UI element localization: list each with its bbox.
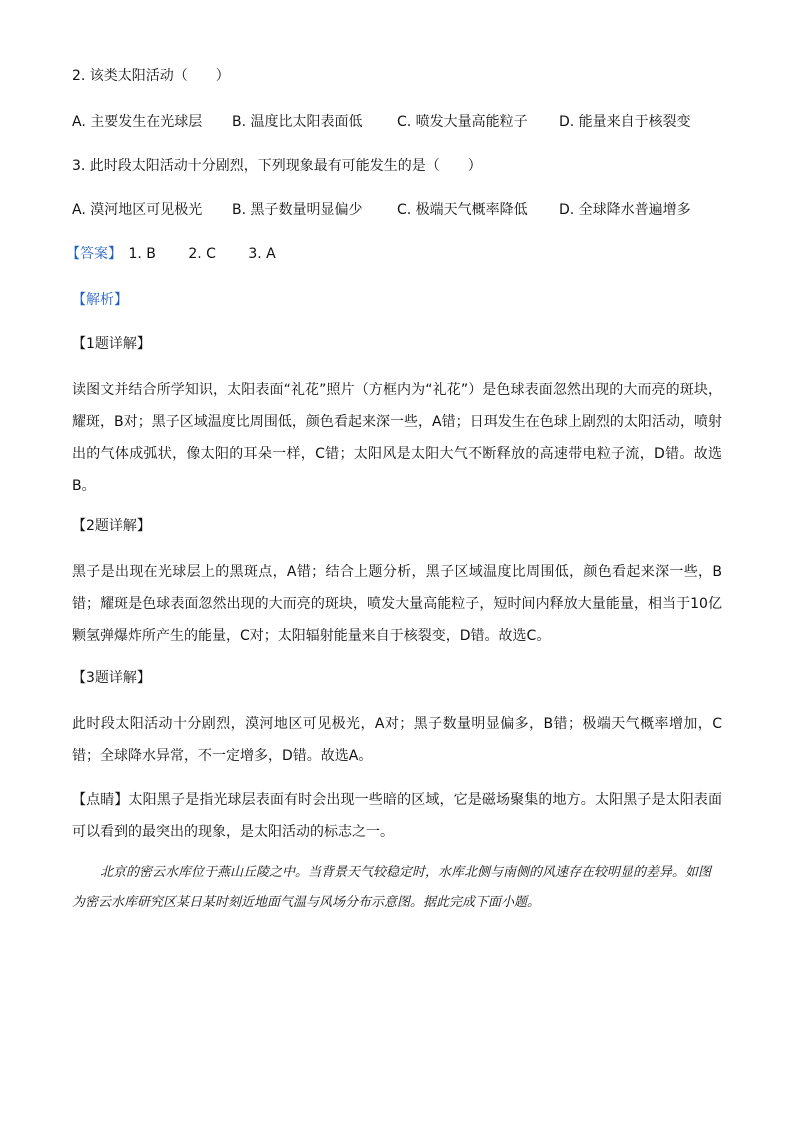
q3-option-d: D. 全球降水普遍增多 <box>559 202 691 218</box>
q3-option-a: A. 漠河地区可见极光 <box>72 202 203 218</box>
answer-1: 1. B <box>128 246 156 262</box>
question-2-title: 2. 该类太阳活动（ ） <box>72 68 230 84</box>
detail-2-label: 【2题详解】 <box>72 518 151 534</box>
q2-option-d: D. 能量来自于核裂变 <box>559 114 691 130</box>
q3-option-b: B. 黑子数量明显偏少 <box>232 202 363 218</box>
answer-2: 2. C <box>188 246 216 262</box>
detail-3-label: 【3题详解】 <box>72 670 151 686</box>
question-3-title: 3. 此时段太阳活动十分剧烈，下列现象最有可能发生的是（ ） <box>72 158 482 174</box>
detail-1-text: 读图文并结合所学知识，太阳表面“礼花”照片（方框内为“礼花”）是色球表面忽然出现的大而亮的斑块，耀斑，B对；黑子区域温度比周围低，颜色看起来深一些，A错；日珥发生在色球上剧烈的太阳活动，喷射出的气体成弧状，像太阳的耳朵一样，C错；太阳风是太阳大气不断释放的高速带电粒子流，D错。故选B。 <box>72 382 722 494</box>
detail-1-label: 【1题详解】 <box>72 336 151 352</box>
tip-paragraph <box>72 784 722 848</box>
tip-label: 【点睛】 <box>72 792 129 808</box>
answer-3: 3. A <box>248 246 276 262</box>
answer-label: 【答案】 <box>66 246 122 262</box>
detail-3-text: 此时段太阳活动十分剧烈，漠河地区可见极光，A对；黑子数量明显偏多，B错；极端天气概率增加，C错；全球降水异常，不一定增多，D错。故选A。 <box>72 716 722 764</box>
analysis-label: 【解析】 <box>72 292 128 308</box>
q2-option-c: C. 喷发大量高能粒子 <box>397 114 528 130</box>
q2-option-b: B. 温度比太阳表面低 <box>232 114 363 130</box>
next-question-stem: 北京的密云水库位于燕山丘陵之中。当背景天气较稳定时，水库北侧与南侧的风速存在较明显的差异。如图为密云水库研究区某日某时刻近地面气温与风场分布示意图。据此完成下面小题。 <box>72 865 712 910</box>
detail-2-text: 黑子是出现在光球层上的黑斑点，A错；结合上题分析，黑子区域温度比周围低，颜色看起来深一些，B错；耀斑是色球表面忽然出现的大而亮的斑块，喷发大量高能粒子，短时间内释放大量能量，相当于10亿颗氢弹爆炸所产生的能量，C对；太阳辐射能量来自于核裂变，D错。故选C。 <box>72 564 722 644</box>
q2-option-a: A. 主要发生在光球层 <box>72 114 203 130</box>
tip-text: 太阳黑子是指光球层表面有时会出现一些暗的区域，它是磁场聚集的地方。太阳黑子是太阳表面可以看到的最突出的现象，是太阳活动的标志之一。 <box>72 792 723 840</box>
q3-option-c: C. 极端天气概率降低 <box>397 202 528 218</box>
answer-line <box>66 244 276 264</box>
